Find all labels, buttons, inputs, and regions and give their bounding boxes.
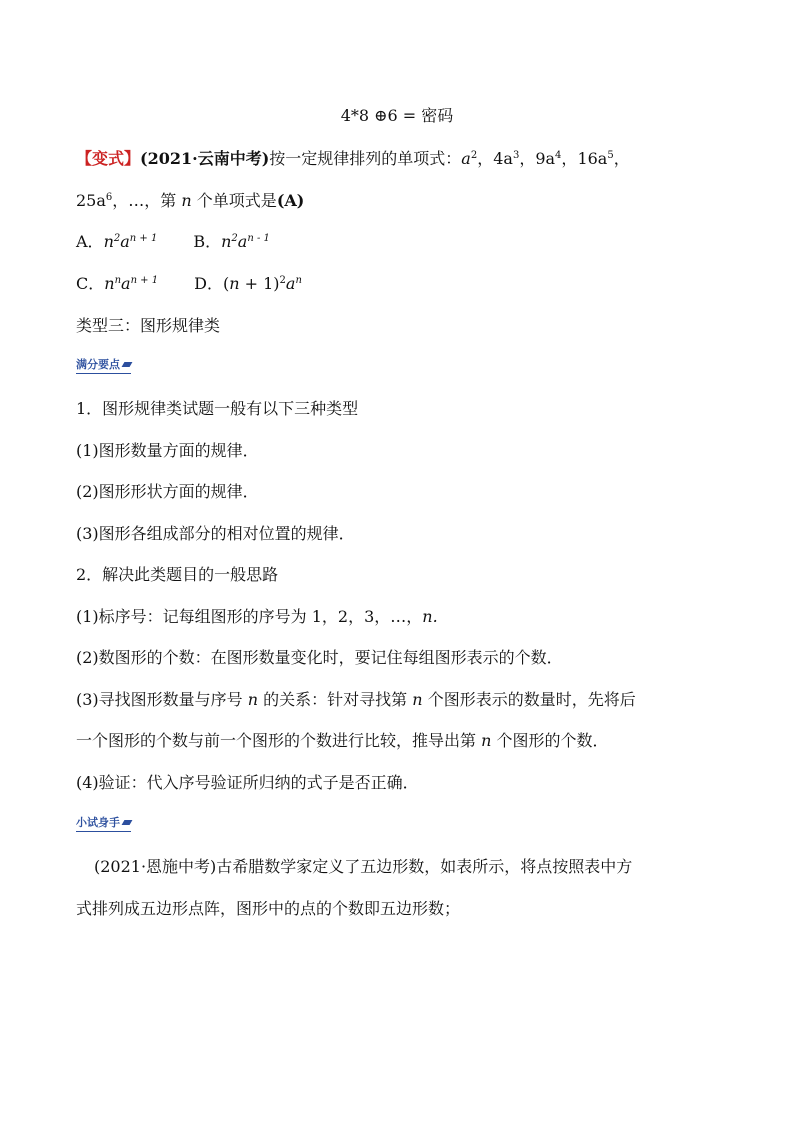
variant-tag: 【变式】 <box>76 149 141 168</box>
section-tag-practice: 小试身手 <box>76 816 131 832</box>
para-1a: (1)图形数量方面的规律． <box>76 441 259 460</box>
line2-end: 个单项式是 <box>196 191 277 210</box>
seq-exp-5: 6 <box>105 192 113 203</box>
para-2b: (2)数图形的个数：在图形数量变化时，要记住每组图形表示的个数． <box>76 648 563 667</box>
option-d-label: D． <box>194 274 223 293</box>
seq-term-1: a <box>461 149 471 168</box>
para-1c: (3)图形各组成部分的相对位置的规律． <box>76 524 355 543</box>
options-row-ab <box>76 232 270 252</box>
variant-question: 按一定规律排列的单项式： <box>269 149 462 168</box>
example-line1: (2021·恩施中考)古希腊数学家定义了五边形数，如表所示，将点按照表中方 <box>94 857 633 876</box>
para-2d: (4)验证：代入序号验证所归纳的式子是否正确． <box>76 773 419 792</box>
var-n: n <box>181 191 192 210</box>
options-row-cd <box>76 274 302 294</box>
pencil-icon <box>122 820 133 825</box>
para-1: 1．图形规律类试题一般有以下三种类型 <box>76 399 359 418</box>
answer: (A) <box>276 191 305 210</box>
seq-exp-2: 3 <box>512 150 520 161</box>
seq-exp-4: 5 <box>607 150 614 161</box>
option-b-label: B． <box>193 232 222 251</box>
para-2c-line2: 一个图形的个数与前一个图形的个数进行比较，推导出第 n 个图形的个数． <box>76 731 609 750</box>
seq-exp-1: 2 <box>470 150 478 161</box>
option-b-expr: $n^2a^{n - 1}$ <box>221 232 270 251</box>
line2-mid: ，…，第 <box>112 191 177 210</box>
option-c-label: C． <box>76 274 105 293</box>
pencil-icon <box>122 362 133 367</box>
para-2a: (1)标序号：记每组图形的序号为 1，2，3，…，n. <box>76 607 438 626</box>
seq-term-5: 25a <box>76 191 106 210</box>
option-c-expr: $n^na^{n + 1}$ <box>104 274 159 293</box>
section-title: 类型三：图形规律类 <box>76 316 221 335</box>
para-2: 2．解决此类题目的一般思路 <box>76 565 279 584</box>
example-line2: 式排列成五边形点阵，图形中的点的个数即五边形数； <box>76 899 461 918</box>
seq-exp-3: 4 <box>555 150 562 161</box>
option-a-expr: $n^2a^{n + 1}$ <box>103 232 158 251</box>
seq-term-2: 4a <box>493 149 513 168</box>
option-d-expr: $(n + 1)^2a^n$ <box>222 274 302 293</box>
section-tag-key-points: 满分要点 <box>76 358 131 374</box>
para-1b: (2)图形形状方面的规律． <box>76 482 259 501</box>
para-2c-line1: (3)寻找图形数量与序号 n 的关系：针对寻找第 n 个图形表示的数量时，先将后 <box>76 690 636 709</box>
variant-question-line2 <box>76 191 304 211</box>
seq-term-4: 16a <box>577 149 608 168</box>
variant-question-line1: 【变式】(2021·云南中考)按一定规律排列的单项式：$a^2$，$4a^3$，$9a^4$，$16a^5$， <box>76 149 630 168</box>
option-a-label: A． <box>76 232 104 251</box>
variant-source: (2021·云南中考) <box>140 149 270 168</box>
code-line: 4*8 ⊕6 = 密码 <box>340 106 454 125</box>
seq-term-3: 9a <box>535 149 556 168</box>
